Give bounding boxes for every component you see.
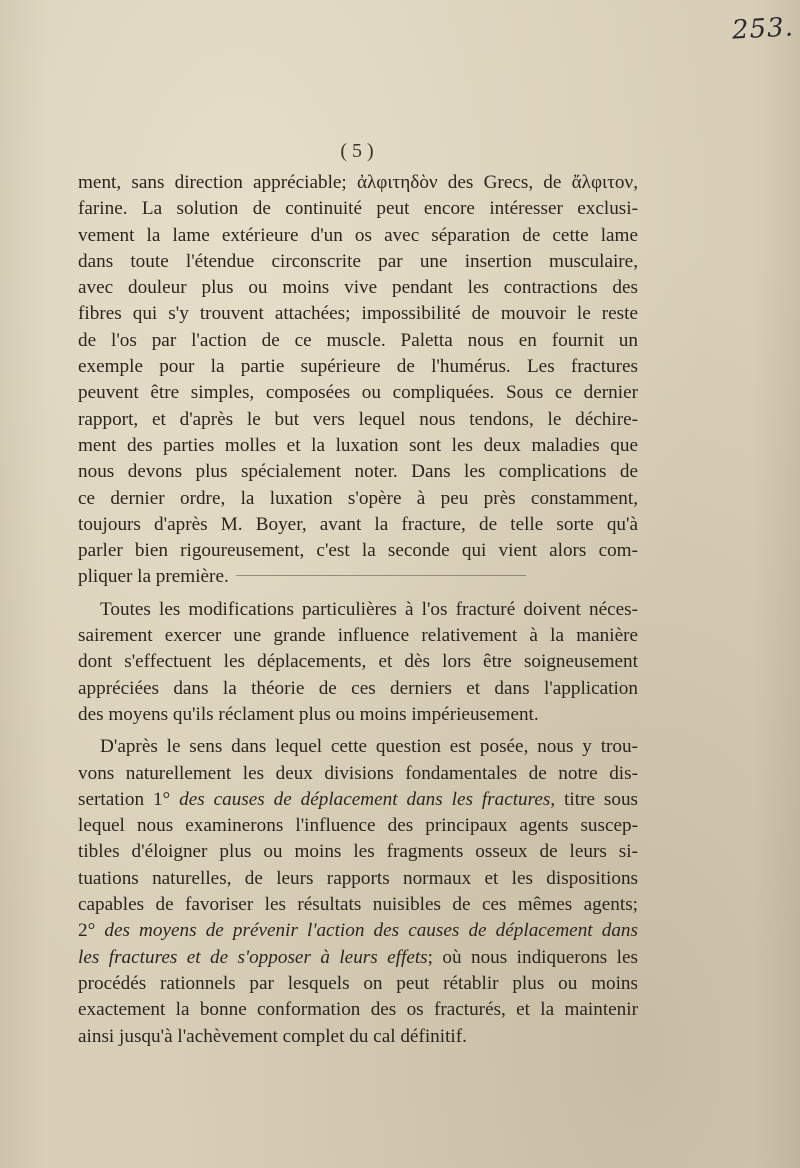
text-line: ainsi jusqu'à l'achèvement complet du cal définitif. [78,1025,467,1047]
text-line: parler bien rigoureusement, c'est la seconde qui vient alors com- [78,540,638,562]
body-text [78,170,638,1050]
text-line-mixed [78,945,638,971]
text-line: tibles d'éloigner plus ou moins les fragments osseux de leurs si- [78,841,638,863]
text-line: vons naturellement les deux divisions fondamentales de notre dis- [78,762,638,784]
text-line: Toutes les modifications particulières à l'os fracturé doivent néces- [100,598,638,620]
text-line: exemple pour la partie supérieure de l'humérus. Les fractures [78,356,638,378]
text-line: exactement la bonne conformation des os fracturés, et la maintenir [78,999,638,1021]
text-run: , titre sous [550,788,639,810]
text-line: dans toute l'étendue circonscrite par une insertion musculaire, [78,250,638,272]
italic-run: des moyens de prévenir l'action des causes de déplacement dans [104,920,638,942]
text-line: lequel nous examinerons l'influence des principaux agents suscep- [78,815,638,837]
text-line-mixed [78,918,638,944]
text-line: appréciées dans la théorie de ces derniers et dans l'application [78,677,638,699]
handwritten-folio-number: 253. [731,12,795,46]
text-line: procédés rationnels par lesquels on peut rétablir plus ou moins [78,972,638,994]
text-line: ce dernier ordre, la luxation s'opère à peu près constamment, [78,487,638,509]
text-line: fibres qui s'y trouvent attachées; impossibilité de mouvoir le reste [78,303,638,325]
text-run: 2° [78,920,105,942]
text-run: sertation 1° [78,788,180,810]
text-line: avec douleur plus ou moins vive pendant les contractions des [78,277,638,299]
page-number: ( 5 ) [340,140,374,162]
text-line: nous devons plus spécialement noter. Dans les complications de [78,461,638,483]
text-line: des moyens qu'ils réclament plus ou moins impérieusement. [78,703,539,725]
text-line: farine. La solution de continuité peut encore intéresser exclusi- [78,198,638,220]
text-line: capables de favoriser les résultats nuisibles de ces mêmes agents; [78,894,638,916]
text-line: ment des parties molles et la luxation sont les deux maladies que [78,434,638,456]
text-line: toujours d'après M. Boyer, avant la fracture, de telle sorte qu'à [78,513,638,535]
text-line: pliquer la première. [78,566,229,588]
text-line: tuations naturelles, de leurs rapports normaux et les dispositions [78,867,638,889]
italic-run: des causes de déplacement dans les fractures [179,788,551,810]
text-line: sairement exercer une grande influence relativement à la manière [78,625,638,647]
text-line: dont s'effectuent les déplacements, et dès lors être soigneusement [78,651,638,673]
text-line: rapport, et d'après le but vers lequel nous tendons, le déchire- [78,408,638,430]
text-line: D'après le sens dans lequel cette question est posée, nous y trou- [100,736,638,758]
text-line-mixed [78,787,638,813]
text-line: ment, sans direction appréciable; ἀλφιτηδὸν des Grecs, de ἄλφιτον, [78,172,638,193]
text-line: vement la lame extérieure d'un os avec séparation de cette lame [78,224,638,246]
italic-run: les fractures et de s'opposer à leurs effets [78,946,428,968]
pen-stroke-mark [236,575,526,576]
text-line: de l'os par l'action de ce muscle. Paletta nous en fournit un [78,329,638,351]
text-line: peuvent être simples, composées ou compliquées. Sous ce dernier [78,382,638,404]
text-run: ; où nous indiquerons les [427,946,638,968]
